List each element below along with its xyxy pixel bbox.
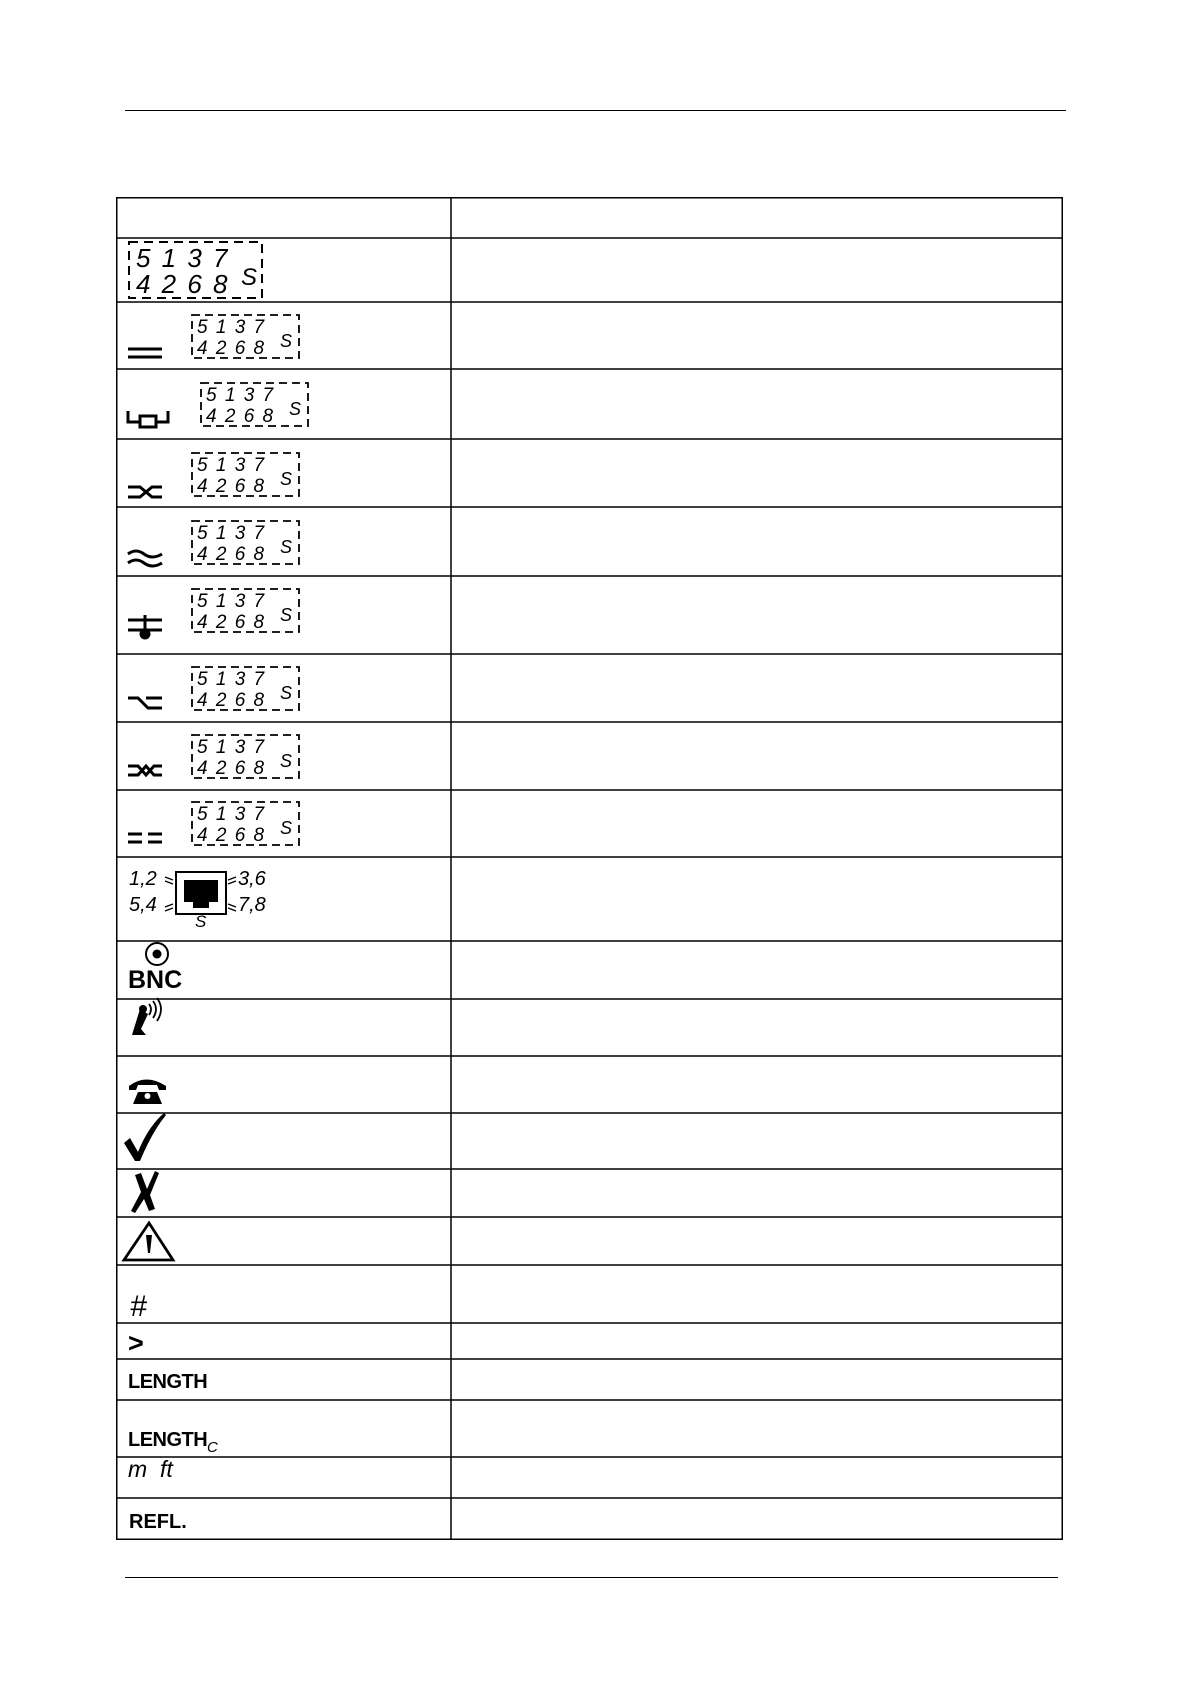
wiremap-digits	[192, 315, 299, 359]
svg-text:4 2 6 8: 4 2 6 8	[197, 758, 266, 779]
header-rule	[125, 110, 1066, 111]
svg-text:1,2: 1,2	[129, 868, 157, 890]
wiremap-digits	[192, 667, 299, 711]
svg-text:S: S	[280, 818, 293, 838]
svg-text:5 1 3 7: 5 1 3 7	[197, 804, 266, 825]
svg-text:4 2 6 8: 4 2 6 8	[197, 544, 266, 565]
wiremap-digits	[192, 735, 299, 779]
length-c-label-icon	[128, 1429, 218, 1456]
svg-text:S: S	[280, 469, 293, 489]
hash-icon: #	[130, 1290, 147, 1323]
svg-text:S: S	[280, 683, 293, 703]
rj45-port-activity-icon	[129, 868, 267, 931]
warning-triangle-icon	[124, 1223, 173, 1260]
svg-text:4 2 6 8: 4 2 6 8	[136, 269, 230, 299]
footer-rule	[125, 1577, 1058, 1578]
open-icon	[128, 411, 168, 427]
reversed-pair-icon	[128, 766, 162, 775]
svg-text:3,6: 3,6	[238, 868, 266, 890]
svg-text:S: S	[195, 912, 207, 931]
svg-text:S: S	[241, 264, 258, 291]
wiremap-digits	[192, 589, 299, 633]
bnc-connector-icon	[128, 943, 182, 994]
svg-text:S: S	[280, 605, 293, 625]
svg-text:5 1 3 7: 5 1 3 7	[206, 385, 275, 406]
svg-text:4 2 6 8: 4 2 6 8	[197, 338, 266, 359]
svg-text:S: S	[289, 399, 302, 419]
telephone-icon	[129, 1080, 166, 1105]
miswire-icon	[128, 698, 162, 708]
svg-text:5 1 3 7: 5 1 3 7	[197, 669, 266, 690]
icon-legend-table	[116, 197, 1063, 1540]
short-between-pairs-icon	[128, 615, 162, 638]
no-connection-icon	[128, 834, 162, 842]
wiremap-digits	[192, 521, 299, 565]
svg-text:4 2 6 8: 4 2 6 8	[206, 406, 275, 427]
length-label-icon: LENGTH	[128, 1371, 208, 1393]
short-icon	[128, 349, 162, 357]
split-pair-icon	[128, 551, 162, 566]
svg-text:5 1 3 7: 5 1 3 7	[197, 317, 266, 338]
svg-text:4 2 6 8: 4 2 6 8	[197, 612, 266, 633]
svg-text:4 2 6 8: 4 2 6 8	[197, 825, 266, 846]
svg-text:S: S	[280, 537, 293, 557]
svg-text:7,8: 7,8	[238, 894, 266, 916]
svg-text:S: S	[280, 751, 293, 771]
svg-text:5 1 3 7: 5 1 3 7	[197, 591, 266, 612]
svg-text:5 1 3 7: 5 1 3 7	[197, 737, 266, 758]
svg-text:BNC: BNC	[128, 966, 183, 994]
wiremap-digits	[201, 383, 308, 427]
tone-generator-icon	[132, 998, 161, 1035]
svg-text:LENGTH: LENGTH	[128, 1429, 208, 1451]
wiremap-digits	[192, 802, 299, 846]
cross-mark-icon	[131, 1171, 159, 1213]
units-label-icon: m ft	[128, 1456, 173, 1482]
svg-text:5 1 3 7: 5 1 3 7	[197, 455, 266, 476]
checkmark-icon	[124, 1113, 166, 1161]
wiremap-digits	[192, 453, 299, 497]
svg-text:5 1 3 7: 5 1 3 7	[197, 523, 266, 544]
svg-text:4 2 6 8: 4 2 6 8	[197, 690, 266, 711]
svg-text:C: C	[207, 1439, 218, 1456]
svg-text:4 2 6 8: 4 2 6 8	[197, 476, 266, 497]
svg-text:5,4: 5,4	[129, 894, 157, 916]
reflection-label-icon: REFL.	[129, 1511, 187, 1533]
greater-than-icon: >	[128, 1328, 144, 1358]
wiremap-display-icon	[129, 242, 262, 299]
svg-text:5 1 3 7: 5 1 3 7	[136, 243, 230, 273]
svg-text:S: S	[280, 331, 293, 351]
crossed-pair-icon	[128, 487, 162, 497]
